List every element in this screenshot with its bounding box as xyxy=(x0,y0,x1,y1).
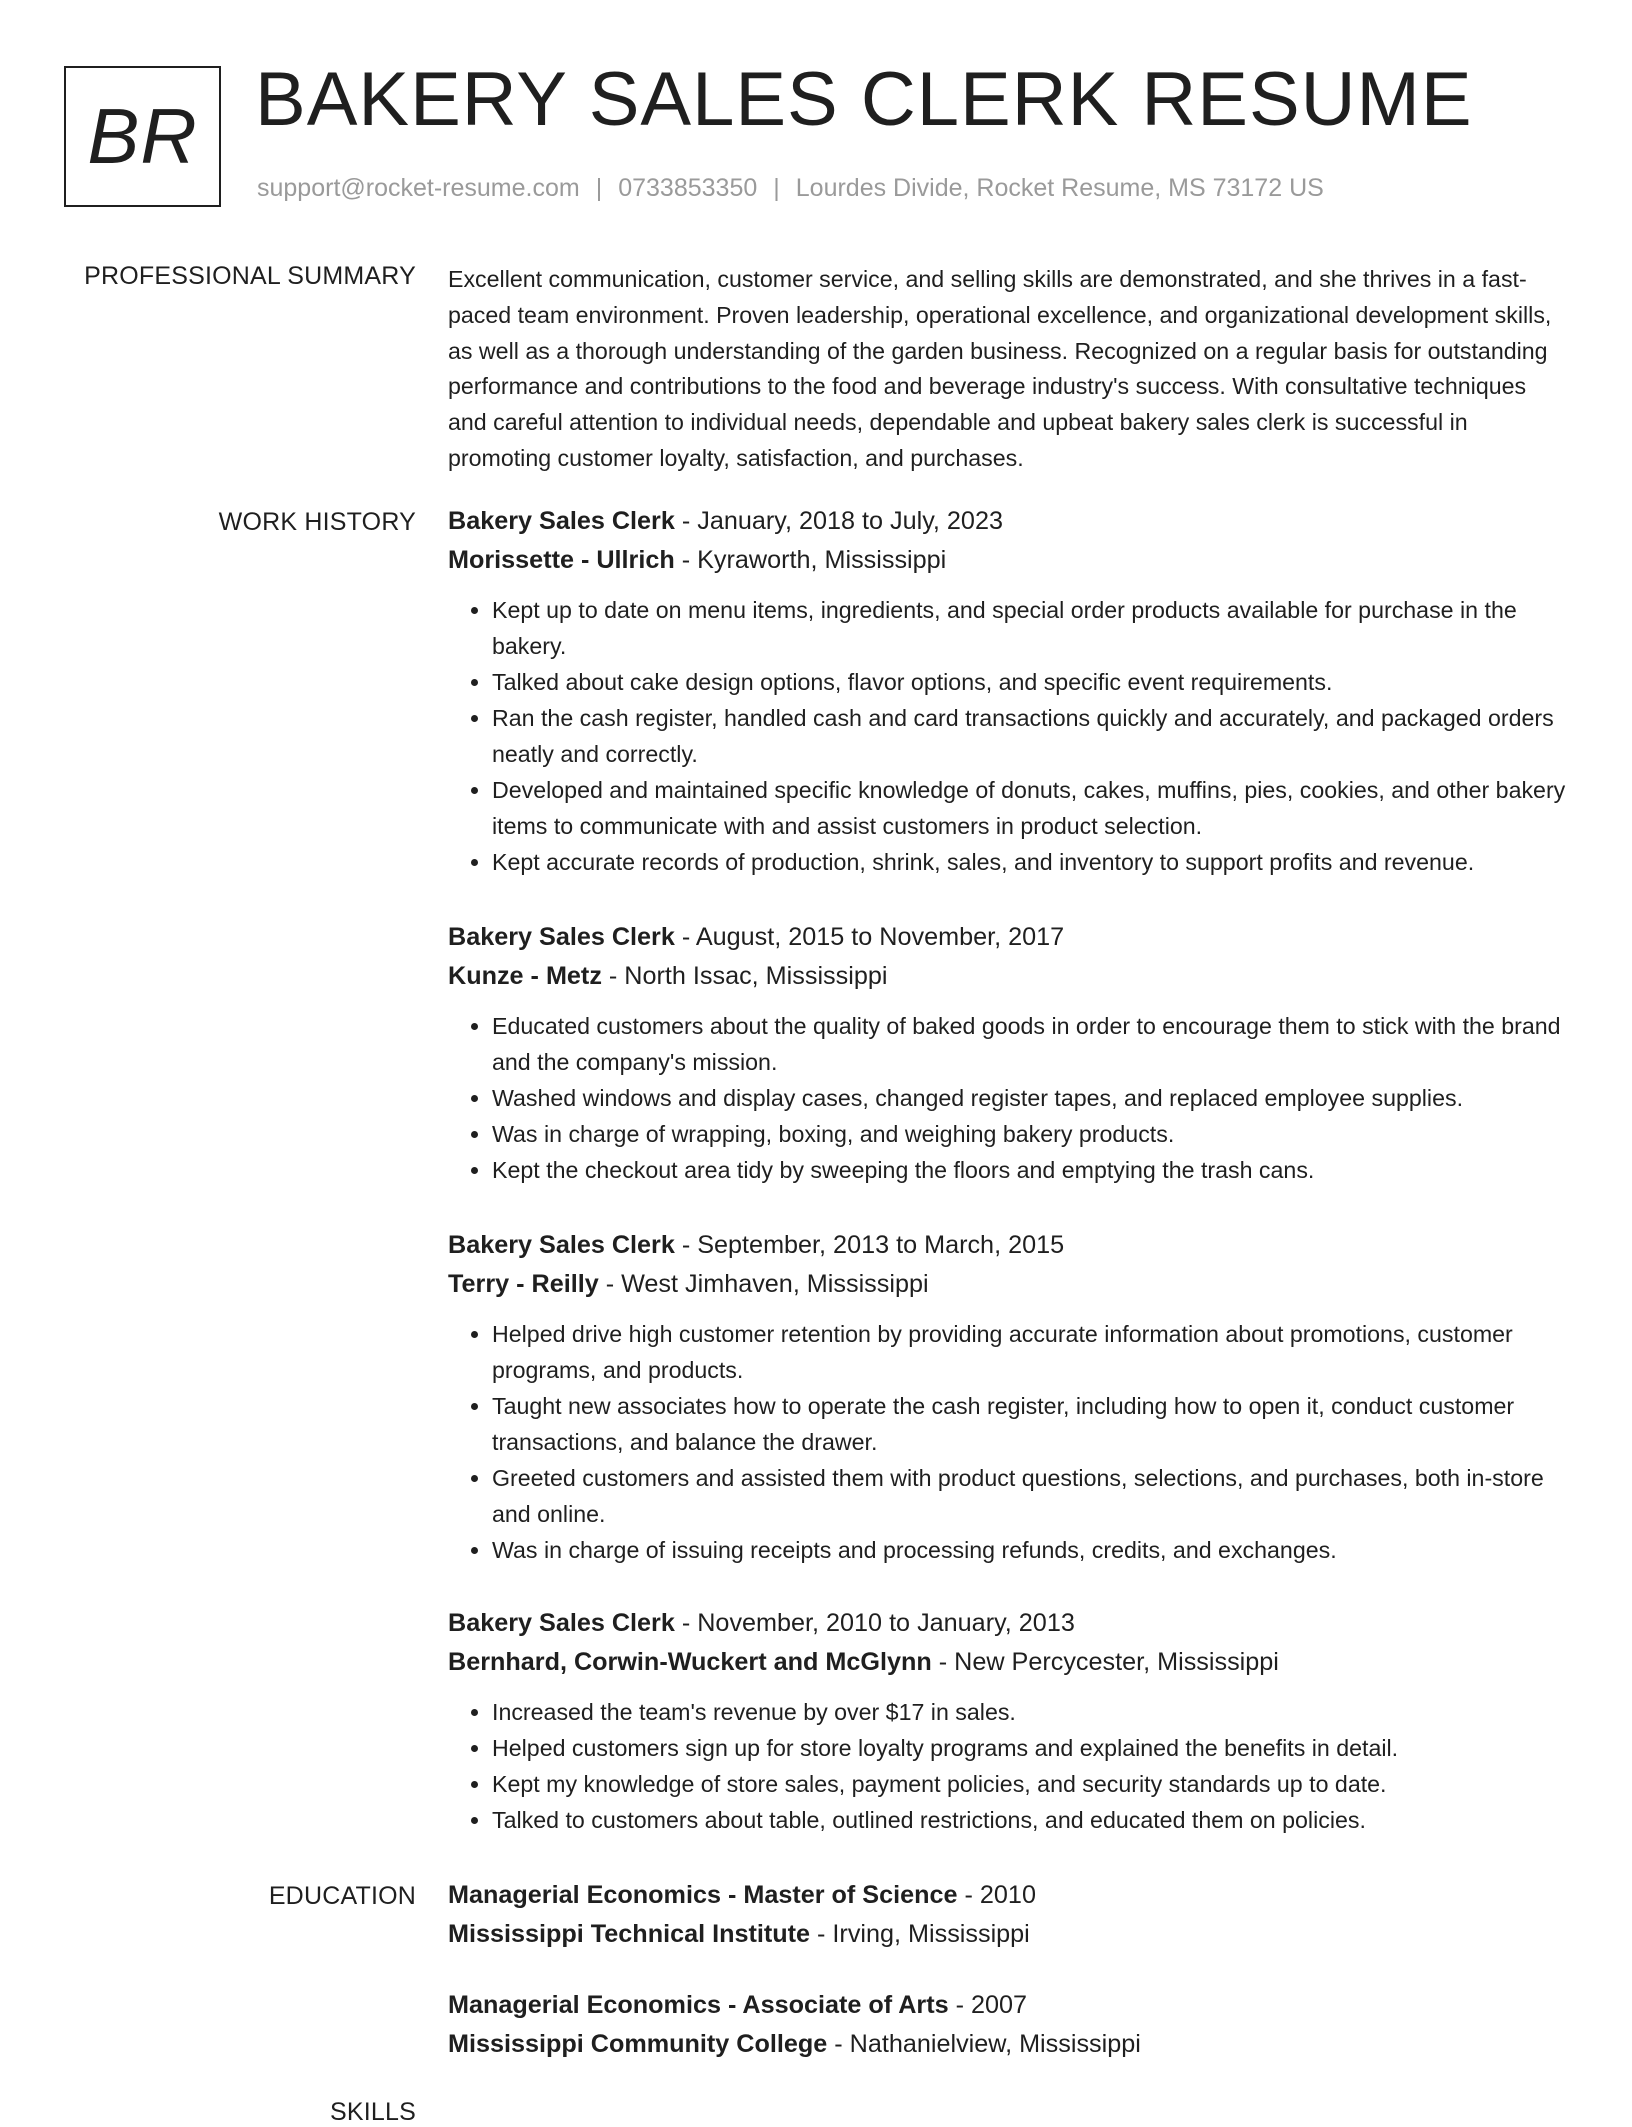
job-bullets xyxy=(448,592,1568,880)
summary-heading: PROFESSIONAL SUMMARY xyxy=(84,262,416,290)
job-title: Bakery Sales Clerk xyxy=(448,1609,675,1637)
education-entry xyxy=(448,1876,1568,1954)
job-company: Bernhard, Corwin-Wuckert and McGlynn xyxy=(448,1648,932,1676)
job-title-line xyxy=(448,502,1568,541)
job-bullet: • Was in charge of wrapping, boxing, and weighing bakery products. xyxy=(492,1116,1568,1152)
education-location: - Irving, Mississippi xyxy=(810,1920,1030,1948)
job-entry xyxy=(448,1604,1568,1838)
job-bullets xyxy=(448,1694,1568,1838)
job-bullet: • Kept my knowledge of store sales, payment policies, and security standards up to date. xyxy=(492,1766,1568,1802)
job-entry xyxy=(448,502,1568,880)
contact-separator: | xyxy=(595,174,603,202)
monogram-logo: BR xyxy=(64,66,221,207)
job-location: - Kyraworth, Mississippi xyxy=(674,546,947,574)
education-degree-line xyxy=(448,1986,1568,2025)
job-title: Bakery Sales Clerk xyxy=(448,1231,675,1259)
job-bullet: • Kept accurate records of production, shrink, sales, and inventory to support profits and revenue. xyxy=(492,844,1568,880)
job-bullet: • Kept up to date on menu items, ingredients, and special order products available for purchase in the bakery. xyxy=(492,592,1568,664)
job-bullet: • Washed windows and display cases, changed register tapes, and replaced employee supplies. xyxy=(492,1080,1568,1116)
job-dates: - January, 2018 to July, 2023 xyxy=(674,507,1003,535)
contact-email[interactable]: support@rocket-resume.com xyxy=(257,174,580,202)
job-location: - North Issac, Mississippi xyxy=(601,962,888,990)
resume-title: BAKERY SALES CLERK RESUME xyxy=(255,57,1473,142)
summary-text: Excellent communication, customer service, and selling skills are demonstrated, and she thrives in a fast-paced team environment. Proven leadership, operational excellence, and organizational development skills, as well as a thorough understanding of the garden business. Recognized on a regular basis for outstanding performance and contributions to the food and beverage industry's success. With consultative techniques and careful attention to individual needs, dependable and upbeat bakery sales clerk is successful in promoting customer loyalty, satisfaction, and purchases. xyxy=(448,266,1552,471)
job-company-line xyxy=(448,957,1568,996)
job-bullet: • Talked about cake design options, flavor options, and specific event requirements. xyxy=(492,664,1568,700)
education-degree-line xyxy=(448,1876,1568,1915)
contact-phone[interactable]: 0733853350 xyxy=(618,174,758,202)
job-company-line xyxy=(448,541,1568,580)
job-bullet: • Educated customers about the quality of baked goods in order to encourage them to stick with the brand and the company's mission. xyxy=(492,1008,1568,1080)
job-title-line xyxy=(448,1604,1568,1643)
job-bullet: • Helped customers sign up for store loyalty programs and explained the benefits in detail. xyxy=(492,1730,1568,1766)
job-company: Morissette - Ullrich xyxy=(448,546,675,574)
education-school-line xyxy=(448,1915,1568,1954)
job-bullet: • Talked to customers about table, outlined restrictions, and educated them on policies. xyxy=(492,1802,1568,1838)
job-company: Kunze - Metz xyxy=(448,962,602,990)
job-entry xyxy=(448,1226,1568,1568)
job-bullets xyxy=(448,1008,1568,1188)
job-dates: - September, 2013 to March, 2015 xyxy=(674,1231,1065,1259)
education-location: - Nathanielview, Mississippi xyxy=(827,2030,1141,2058)
education-heading: EDUCATION xyxy=(268,1882,416,1910)
contact-separator: | xyxy=(773,174,780,202)
job-bullets xyxy=(448,1316,1568,1568)
education-school: Mississippi Technical Institute xyxy=(448,1920,811,1948)
job-title: Bakery Sales Clerk xyxy=(448,923,675,951)
job-bullet: • Was in charge of issuing receipts and processing refunds, credits, and exchanges. xyxy=(492,1532,1568,1568)
job-company: Terry - Reilly xyxy=(448,1270,599,1298)
job-title: Bakery Sales Clerk xyxy=(448,507,675,535)
education-degree: Managerial Economics - Associate of Arts xyxy=(448,1991,949,2019)
job-title-line xyxy=(448,918,1568,957)
education-school: Mississippi Community College xyxy=(448,2030,828,2058)
job-bullet: • Helped drive high customer retention by providing accurate information about promotions, customer programs, and products. xyxy=(492,1316,1568,1388)
education-school-line xyxy=(448,2025,1568,2064)
job-company-line xyxy=(448,1265,1568,1304)
skills-heading: SKILLS xyxy=(330,2098,416,2126)
job-location: - New Percycester, Mississippi xyxy=(931,1648,1279,1676)
contact-address: Lourdes Divide, Rocket Resume, MS 73172 US xyxy=(795,174,1324,202)
job-location: - West Jimhaven, Mississippi xyxy=(598,1270,929,1298)
job-dates: - August, 2015 to November, 2017 xyxy=(674,923,1065,951)
education-degree: Managerial Economics - Master of Science xyxy=(448,1881,958,1909)
job-bullet: • Ran the cash register, handled cash and card transactions quickly and accurately, and packaged orders neatly and correctly. xyxy=(492,700,1568,772)
contact-line xyxy=(257,174,1324,203)
job-title-line xyxy=(448,1226,1568,1265)
job-dates: - November, 2010 to January, 2013 xyxy=(674,1609,1075,1637)
job-bullet: • Kept the checkout area tidy by sweeping the floors and emptying the trash cans. xyxy=(492,1152,1568,1188)
education-year: - 2010 xyxy=(957,1881,1036,1909)
job-company-line xyxy=(448,1643,1568,1682)
education-entry xyxy=(448,1986,1568,2064)
job-bullet: • Developed and maintained specific knowledge of donuts, cakes, muffins, pies, cookies, and other bakery items to communicate with and assist customers in product selection. xyxy=(492,772,1568,844)
work-history-heading: WORK HISTORY xyxy=(218,508,416,536)
job-bullet: • Greeted customers and assisted them with product questions, selections, and purchases, both in-store and online. xyxy=(492,1460,1568,1532)
job-entry xyxy=(448,918,1568,1188)
job-bullet: • Increased the team's revenue by over $17 in sales. xyxy=(492,1694,1568,1730)
education-year: - 2007 xyxy=(948,1991,1028,2019)
job-bullet: • Taught new associates how to operate the cash register, including how to open it, conduct customer transactions, and balance the drawer. xyxy=(492,1388,1568,1460)
